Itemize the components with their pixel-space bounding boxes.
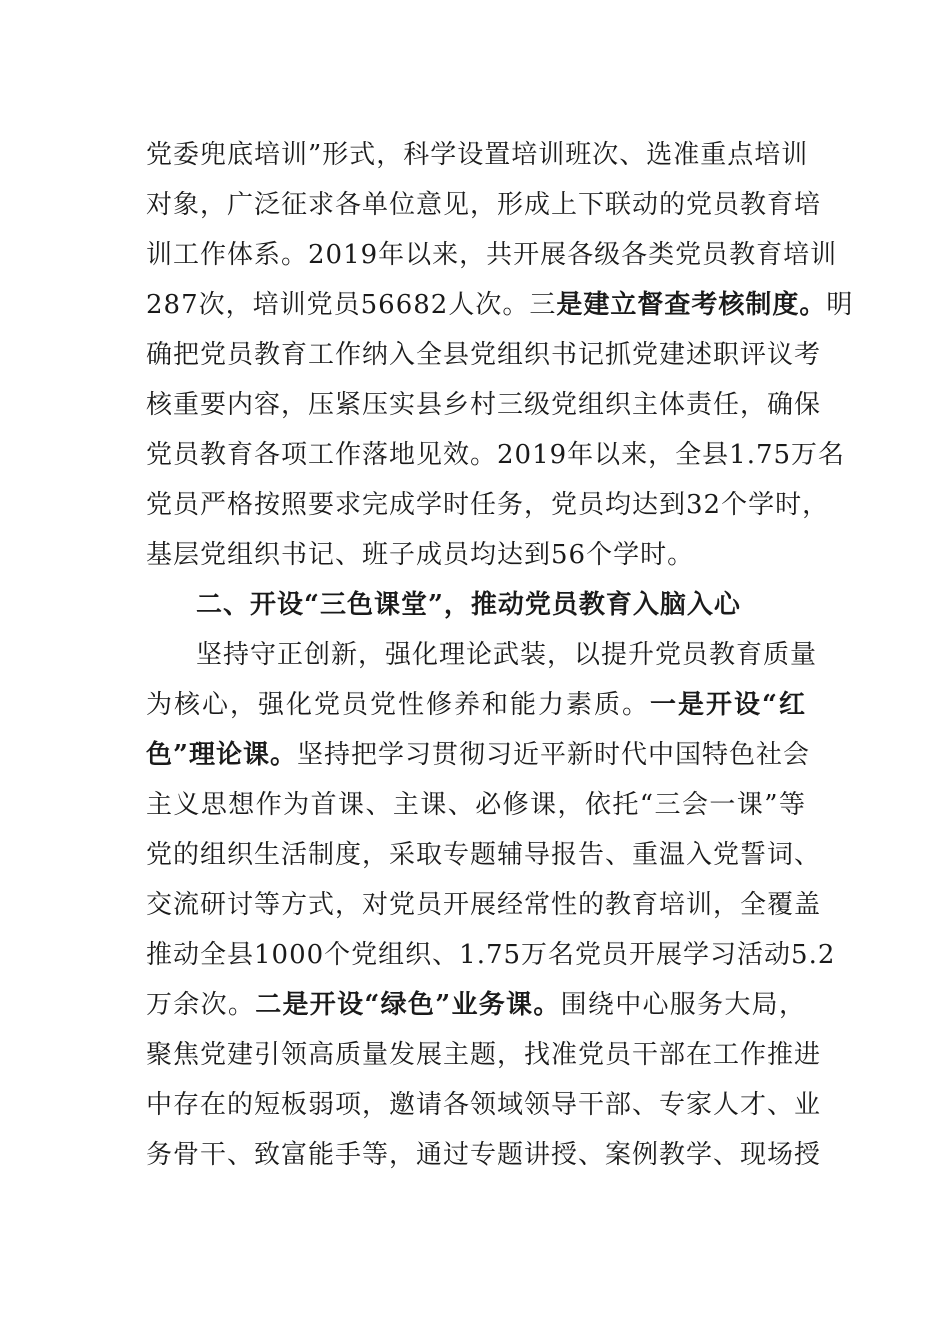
- bold-phrase: 是建立督查考核制度。: [556, 290, 827, 320]
- bold-phrase: 色”理论课。: [146, 740, 297, 770]
- text-line: 核重要内容，压紧压实县乡村三级党组织主体责任，确保: [146, 390, 822, 420]
- text-line: 党委兜底培训”形式，科学设置培训班次、选准重点培训: [146, 140, 809, 170]
- bold-phrase: 二是开设“绿色”业务课。: [255, 990, 561, 1020]
- text-line: 党的组织生活制度，采取专题辅导报告、重温入党誓词、: [146, 840, 822, 870]
- text-line: 确把党员教育工作纳入全县党组织书记抓党建述职评议考: [146, 340, 822, 370]
- text-line: 党员教育各项工作落地见效。2019年以来，全县1.75万名: [146, 440, 846, 470]
- text-run: 万余次。: [146, 990, 256, 1020]
- text-line: 对象，广泛征求各单位意见，形成上下联动的党员教育培: [146, 190, 822, 220]
- text-line: 务骨干、致富能手等，通过专题讲授、案例教学、现场授: [146, 1140, 822, 1170]
- text-line: [146, 280, 854, 330]
- bold-phrase: 一是开设“红: [650, 690, 806, 720]
- text-run: 287次，培训党员56682人次。三: [146, 290, 557, 320]
- text-line: [146, 980, 806, 1030]
- section-heading: 二、开设“三色课堂”，推动党员教育入脑入心: [196, 590, 741, 620]
- text-run: 坚持把学习贯彻习近平新时代中国特色社会: [296, 740, 810, 770]
- text-run: 为核心，强化党员党性修养和能力素质。: [146, 690, 651, 720]
- text-line: 基层党组织书记、班子成员均达到56个学时。: [146, 540, 695, 570]
- text-line: [146, 730, 810, 780]
- text-line: 训工作体系。2019年以来，共开展各级各类党员教育培训: [146, 240, 838, 270]
- text-line: 主义思想作为首课、主课、必修课，依托“三会一课”等: [146, 790, 806, 820]
- text-line: 党员严格按照要求完成学时任务，党员均达到32个学时，: [146, 490, 830, 520]
- text-run: 围绕中心服务大局，: [560, 990, 806, 1020]
- text-line: 交流研讨等方式，对党员开展经常性的教育培训，全覆盖: [146, 890, 822, 920]
- text-line: 推动全县1000个党组织、1.75万名党员开展学习活动5.2: [146, 940, 836, 970]
- text-line: 聚焦党建引领高质量发展主题，找准党员干部在工作推进: [146, 1040, 822, 1070]
- text-line: 中存在的短板弱项，邀请各领域领导干部、专家人才、业: [146, 1090, 822, 1120]
- text-line: [146, 680, 806, 730]
- text-line: 坚持守正创新，强化理论武装，以提升党员教育质量: [196, 640, 818, 670]
- text-run: 明: [826, 290, 854, 320]
